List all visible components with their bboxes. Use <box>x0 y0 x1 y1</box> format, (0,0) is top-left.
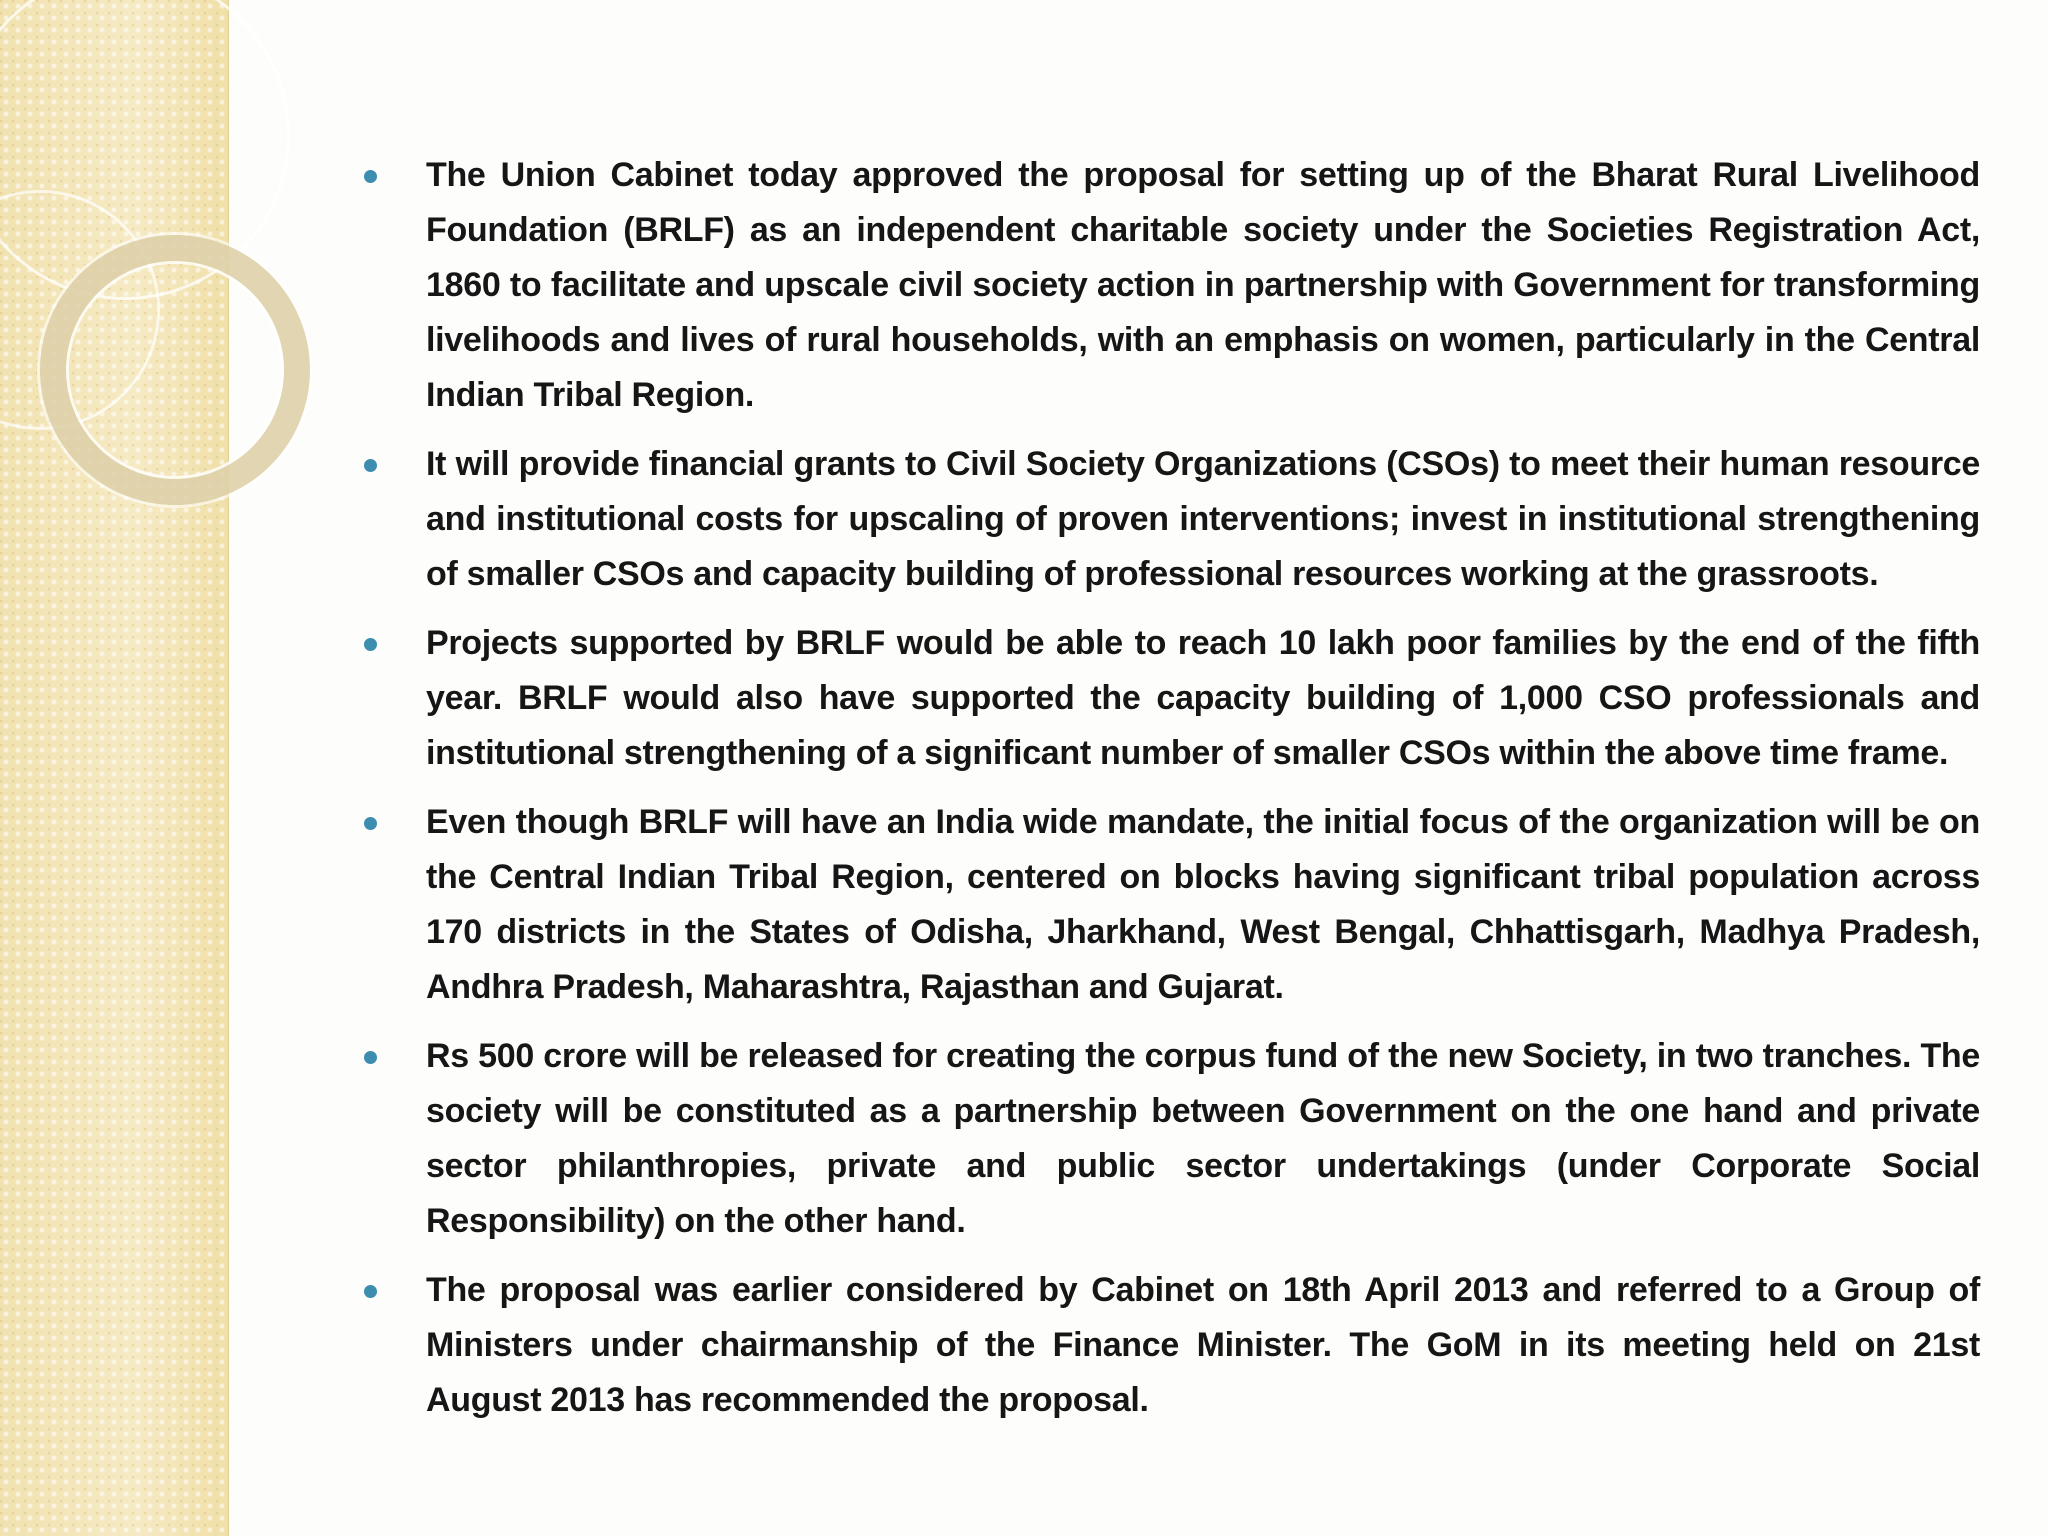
bullet-dot-icon <box>364 1285 377 1298</box>
bullet-item <box>356 1263 1980 1428</box>
bullet-text: Even though BRLF will have an India wide mandate, the initial focus of the organization will be on the Central Indian Tribal Region, centered on blocks having significant tribal population across 170 districts in the States of Odisha, Jharkhand, West Bengal, Chhattisgarh, Madhya Pradesh, Andhra Pradesh, Maharashtra, Rajasthan and Gujarat. <box>426 803 1980 1006</box>
decorative-side-panel <box>0 0 229 1536</box>
bullet-item <box>356 437 1980 602</box>
bullet-item <box>356 1029 1980 1249</box>
bullet-text: Rs 500 crore will be released for creating the corpus fund of the new Society, in two tranches. The society will be constituted as a partnership between Government on the one hand and private sector philanthropies, private and public sector undertakings (under Corporate Social Responsibility) on the other hand. <box>426 1037 1980 1240</box>
bullet-dot-icon <box>364 817 377 830</box>
bullet-dot-icon <box>364 638 377 651</box>
decorative-ring <box>40 235 310 505</box>
bullet-dot-icon <box>364 459 377 472</box>
bullet-list <box>356 148 1980 1442</box>
bullet-item <box>356 795 1980 1015</box>
bullet-text: It will provide financial grants to Civil Society Organizations (CSOs) to meet their human resource and institutional costs for upscaling of proven interventions; invest in institutional strengthening of smaller CSOs and capacity building of professional resources working at the grassroots. <box>426 445 1980 593</box>
bullet-text: The Union Cabinet today approved the proposal for setting up of the Bharat Rural Livelihood Foundation (BRLF) as an independent charitable society under the Societies Registration Act, 1860 to facilitate and upscale civil society action in partnership with Government for transforming livelihoods and lives of rural households, with an emphasis on women, particularly in the Central Indian Tribal Region. <box>426 156 1980 414</box>
bullet-text: Projects supported by BRLF would be able to reach 10 lakh poor families by the end of the fifth year. BRLF would also have supported the capacity building of 1,000 CSO professionals and institutional strengthening of a significant number of smaller CSOs within the above time frame. <box>426 624 1980 772</box>
bullet-dot-icon <box>364 170 377 183</box>
bullet-item <box>356 148 1980 423</box>
bullet-text: The proposal was earlier considered by Cabinet on 18th April 2013 and referred to a Group of Ministers under chairmanship of the Finance Minister. The GoM in its meeting held on 21st August 2013 has recommended the proposal. <box>426 1271 1980 1419</box>
bullet-dot-icon <box>364 1051 377 1064</box>
bullet-item <box>356 616 1980 781</box>
